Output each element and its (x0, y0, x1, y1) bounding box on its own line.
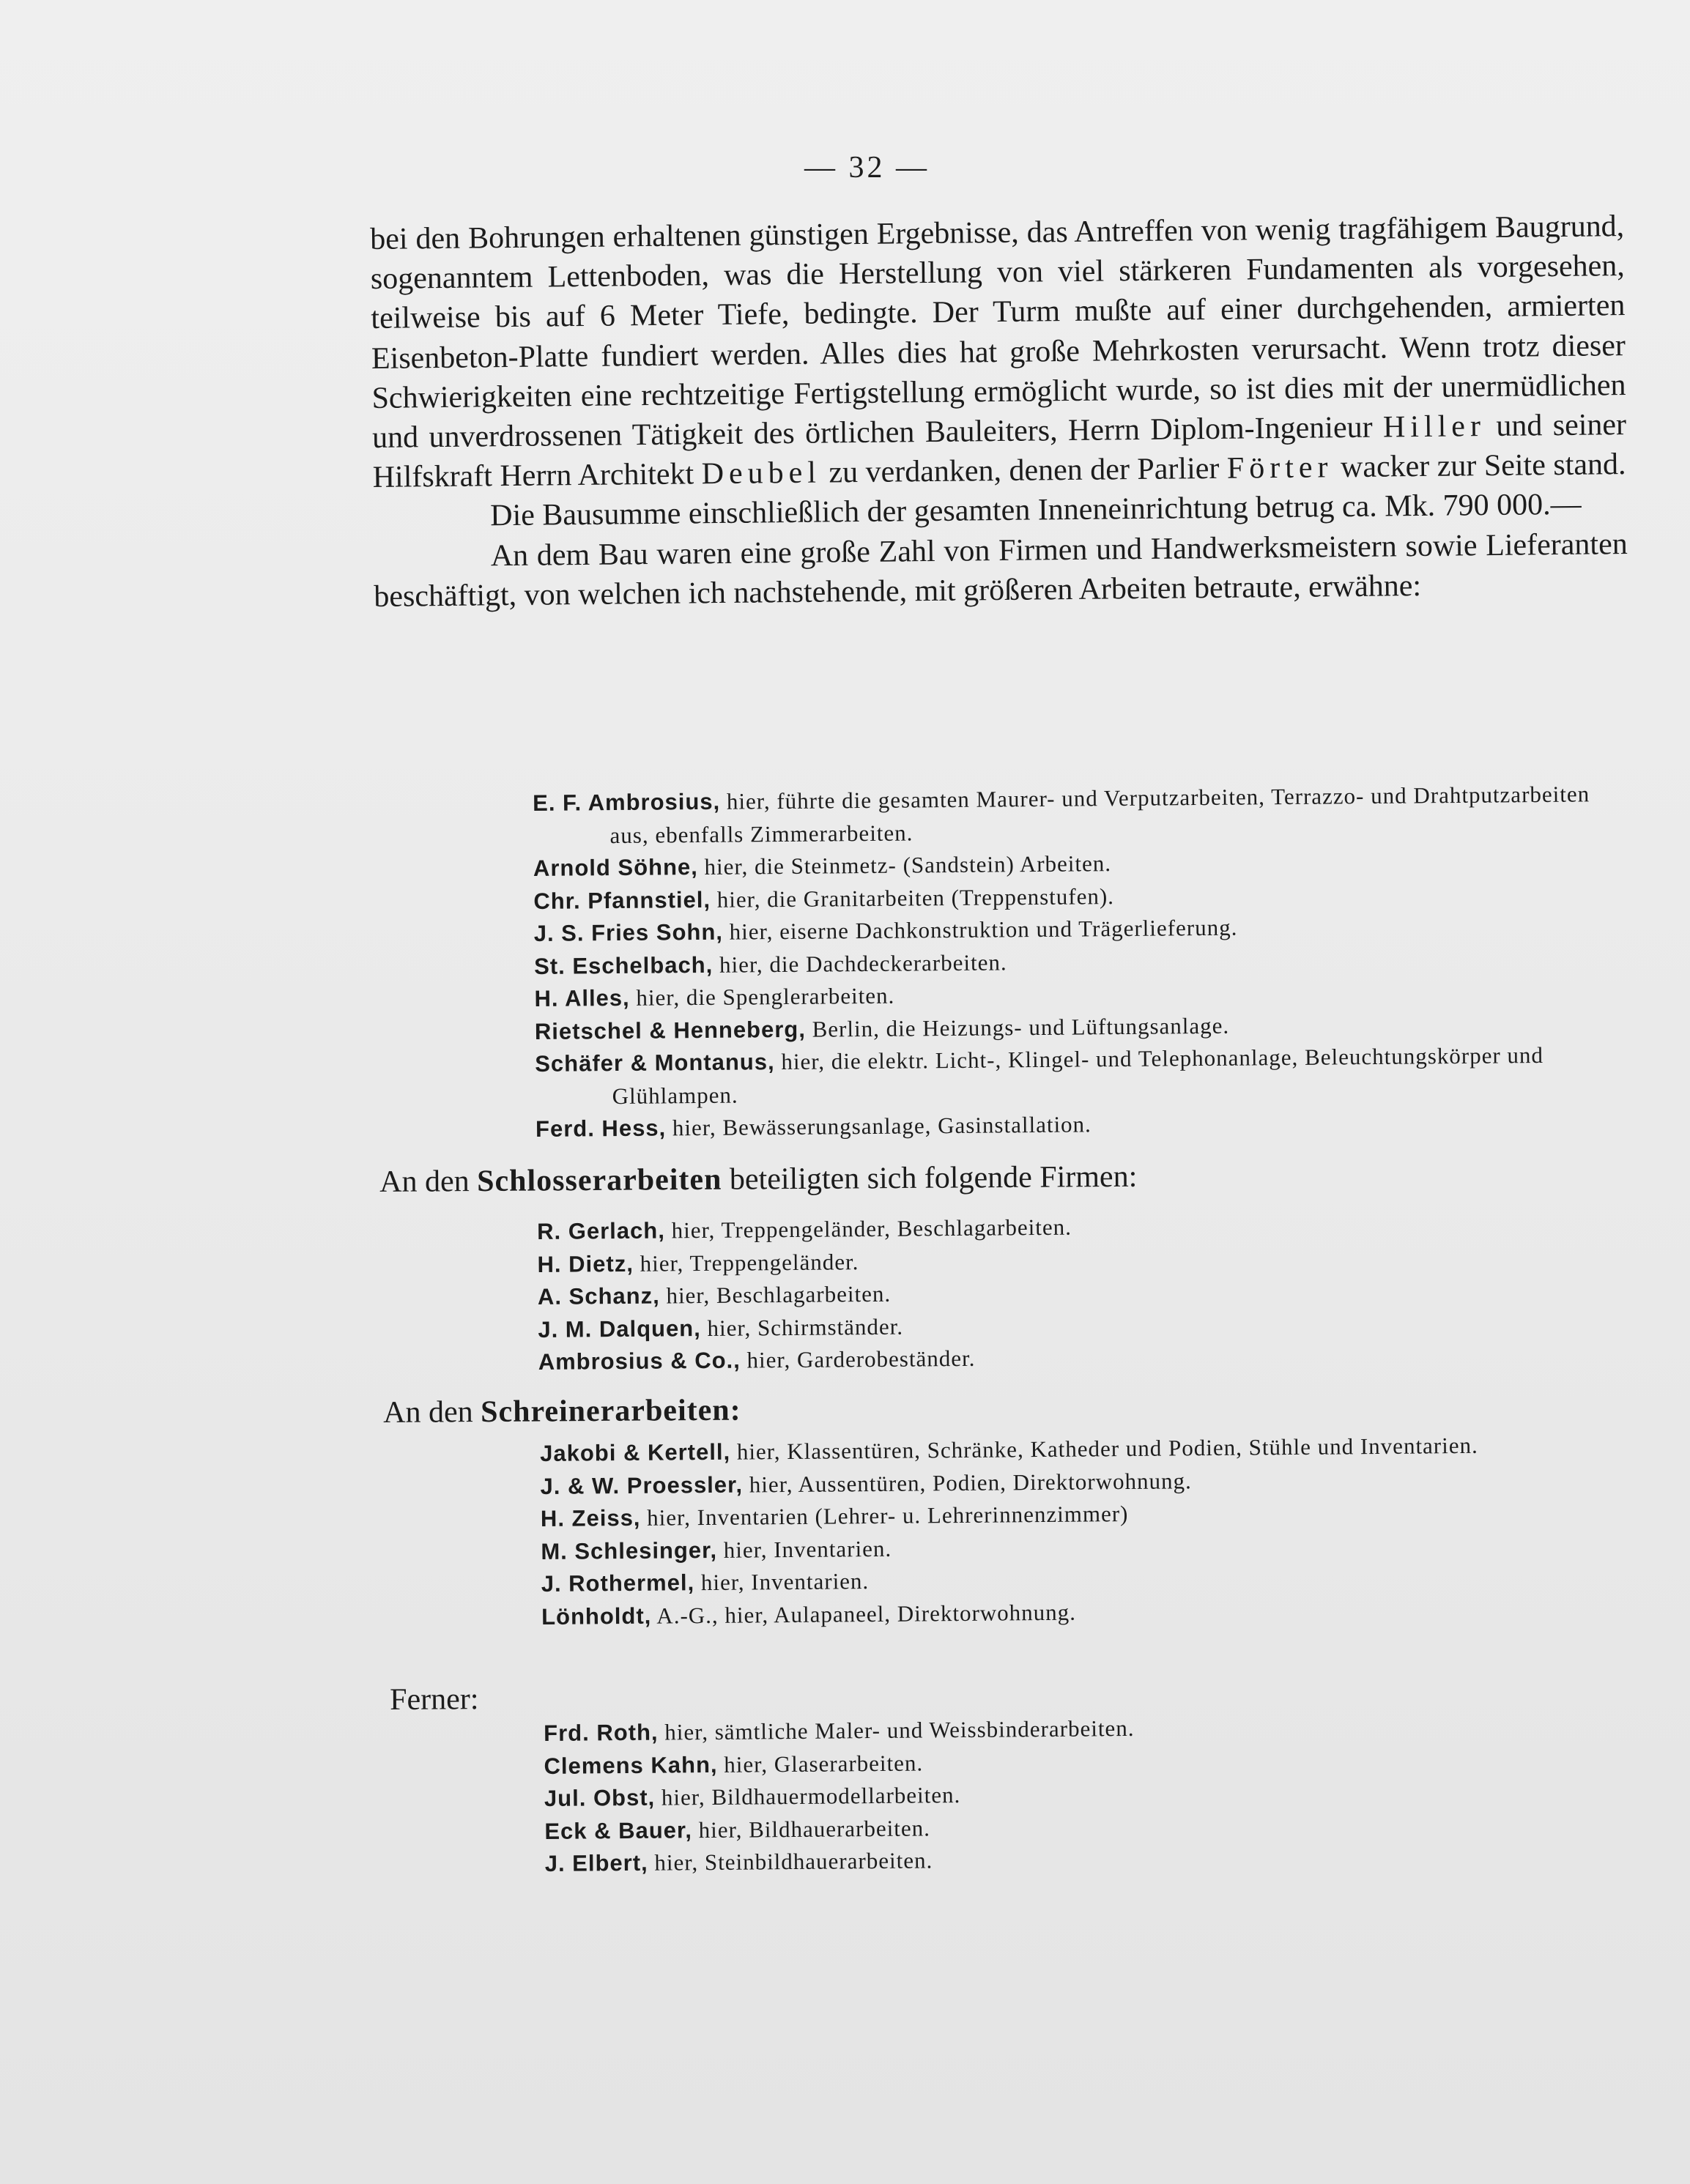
name-foerter: Förter (1226, 450, 1333, 486)
schlosser-heading-bold: Schlosserarbeiten (476, 1162, 722, 1199)
firm-description: hier, eiserne Dachkonstruktion und Trägerlieferung. (722, 914, 1238, 945)
firm-description: hier, Inventarien (Lehrer- u. Lehrerinnenzimmer) (640, 1500, 1129, 1531)
paragraph-1 (370, 207, 1627, 497)
firm-name: Eck & Bauer, (544, 1816, 693, 1844)
firm-description: hier, die Granitarbeiten (Treppenstufen). (710, 883, 1115, 913)
firm-name: Schäfer & Montanus, (535, 1049, 775, 1077)
firm-name: Frd. Roth, (544, 1719, 659, 1746)
firm-description: hier, Aussentüren, Podien, Direktorwohnung. (742, 1467, 1192, 1498)
name-hiller: Hiller (1382, 409, 1486, 445)
firm-name: Jul. Obst, (544, 1784, 656, 1811)
firm-name: J. Rothermel, (541, 1570, 695, 1597)
firm-description: hier, Klassentüren, Schränke, Katheder und Podien, Stühle und Inventarien. (730, 1432, 1478, 1465)
firm-name: Chr. Pfannstiel, (533, 886, 711, 914)
paragraph-1-end: wacker zur Seite stand. (1333, 447, 1626, 485)
firm-name: Clemens Kahn, (544, 1751, 718, 1779)
schreiner-heading-pre: An den (383, 1395, 481, 1430)
firm-name: J. M. Dalquen, (538, 1315, 701, 1342)
firm-name: A. Schanz, (537, 1282, 660, 1310)
firm-name: Ambrosius & Co., (538, 1347, 741, 1375)
firm-description: Berlin, die Heizungs- und Lüftungsanlage. (805, 1012, 1230, 1042)
firm-name: R. Gerlach, (537, 1217, 666, 1244)
firm-description: hier, Inventarien. (716, 1535, 892, 1563)
body-text (370, 207, 1628, 617)
firm-name: M. Schlesinger, (541, 1537, 718, 1564)
firm-description: hier, Bewässerungsanlage, Gasinstallation. (666, 1111, 1092, 1141)
firm-description: hier, Steinbildhauerarbeiten. (648, 1847, 933, 1876)
firm-name: J. Elbert, (544, 1849, 648, 1876)
schlosser-heading-post: beteiligten sich folgende Firmen: (722, 1159, 1138, 1197)
firm-description: hier, Garderobeständer. (740, 1345, 976, 1373)
firm-description: hier, die Spenglerarbeiten. (629, 982, 895, 1011)
firm-description: hier, Schirmständer. (700, 1313, 904, 1341)
schreiner-firms-list (540, 1428, 1640, 1633)
firm-description: hier, Treppengeländer. (633, 1248, 859, 1277)
paragraph-1-mid2: zu verdanken, denen der Parlier (820, 451, 1228, 490)
firm-name: J. S. Fries Sohn, (533, 918, 724, 946)
firm-name: H. Zeiss, (540, 1504, 641, 1531)
schreiner-heading (383, 1393, 741, 1430)
firm-description: hier, Bildhauerarbeiten. (692, 1814, 931, 1843)
schlosser-heading-pre: An den (379, 1165, 478, 1199)
ferner-firms-list (544, 1708, 1607, 1880)
firm-name: Ferd. Hess, (535, 1115, 667, 1142)
firm-entry (535, 1039, 1634, 1113)
general-firms-list (533, 778, 1634, 1146)
firm-description: hier, die elektr. Licht-, Klingel- und Telephonanlage, Beleuchtungskörper und Glühlampen. (612, 1041, 1544, 1109)
firm-name: Lönholdt, (541, 1602, 652, 1630)
firm-description: hier, Treppengeländer, Beschlagarbeiten. (664, 1214, 1072, 1244)
firm-description: hier, Glaserarbeiten. (717, 1749, 924, 1778)
firm-description: A.-G., hier, Aulapaneel, Direktorwohnung. (651, 1599, 1077, 1629)
schreiner-heading-bold: Schreinerarbeiten: (480, 1393, 741, 1430)
firm-entry (533, 778, 1632, 853)
schlosser-firms-list (537, 1206, 1623, 1378)
page-number: — 32 — (804, 151, 930, 185)
firm-description: hier, die Dachdeckerarbeiten. (713, 948, 1007, 978)
firm-name: H. Dietz, (537, 1250, 634, 1277)
firm-description: hier, Inventarien. (694, 1568, 870, 1596)
ferner-heading: Ferner: (390, 1682, 479, 1717)
firm-description: hier, führte die gesamten Maurer- und Verputzarbeiten, Terrazzo- und Drahtputzarbeiten aus, ebenfalls Zimmerarbeiten. (609, 781, 1590, 848)
paragraph-1-text: bei den Bohrungen erhaltenen günstigen Ergebnisse, das Antreffen von wenig tragfähigem Baugrund, sogenanntem Lettenboden, was die Herstellung von viel stärkeren Fundamenten als vorgesehen, teilweise bis auf 6 Meter Tiefe, bedingte. Der Turm mußte auf einer durchgehenden, armierten Eisenbeton-Platte fundiert werden. Alles dies hat große Mehrkosten verursacht. Wenn trotz dieser Schwierigkeiten eine rechtzeitige Fertigstellung ermöglicht wurde, so ist dies mit der unermüdlichen und unverdrossenen Tätigkeit des örtlichen Bauleiters, Herrn Diplom-Ingenieur (370, 209, 1626, 455)
firm-description: hier, Bildhauermodellarbeiten. (655, 1782, 961, 1810)
schlosser-heading (379, 1159, 1137, 1200)
firm-name: Arnold Söhne, (533, 854, 698, 881)
paragraph-3: An dem Bau waren eine große Zahl von Firmen und Handwerksmeistern sowie Lieferanten beschäftigt, von welchen ich nachstehende, mit größeren Arbeiten betraute, erwähne: (374, 527, 1628, 614)
paragraph-1-mid: und seiner Hilfskraft Herrn Architekt (372, 408, 1627, 495)
name-deubel: Deubel (701, 456, 822, 491)
firm-description: hier, die Steinmetz- (Sandstein) Arbeiten. (697, 850, 1112, 880)
firm-name: Jakobi & Kertell, (540, 1438, 731, 1466)
firm-description: hier, Beschlagarbeiten. (659, 1280, 892, 1309)
firm-name: St. Eschelbach, (533, 951, 714, 979)
firm-description: hier, sämtliche Maler- und Weissbinderarbeiten. (658, 1715, 1135, 1745)
firm-name: J. & W. Proessler, (540, 1471, 744, 1499)
firm-name: H. Alles, (534, 984, 630, 1011)
firm-name: Rietschel & Henneberg, (534, 1016, 807, 1044)
firm-name: E. F. Ambrosius, (533, 788, 721, 816)
paragraph-2: Die Bausumme einschließlich der gesamten Inneneinrichtung betrug ca. Mk. 790 000.— (490, 488, 1582, 533)
